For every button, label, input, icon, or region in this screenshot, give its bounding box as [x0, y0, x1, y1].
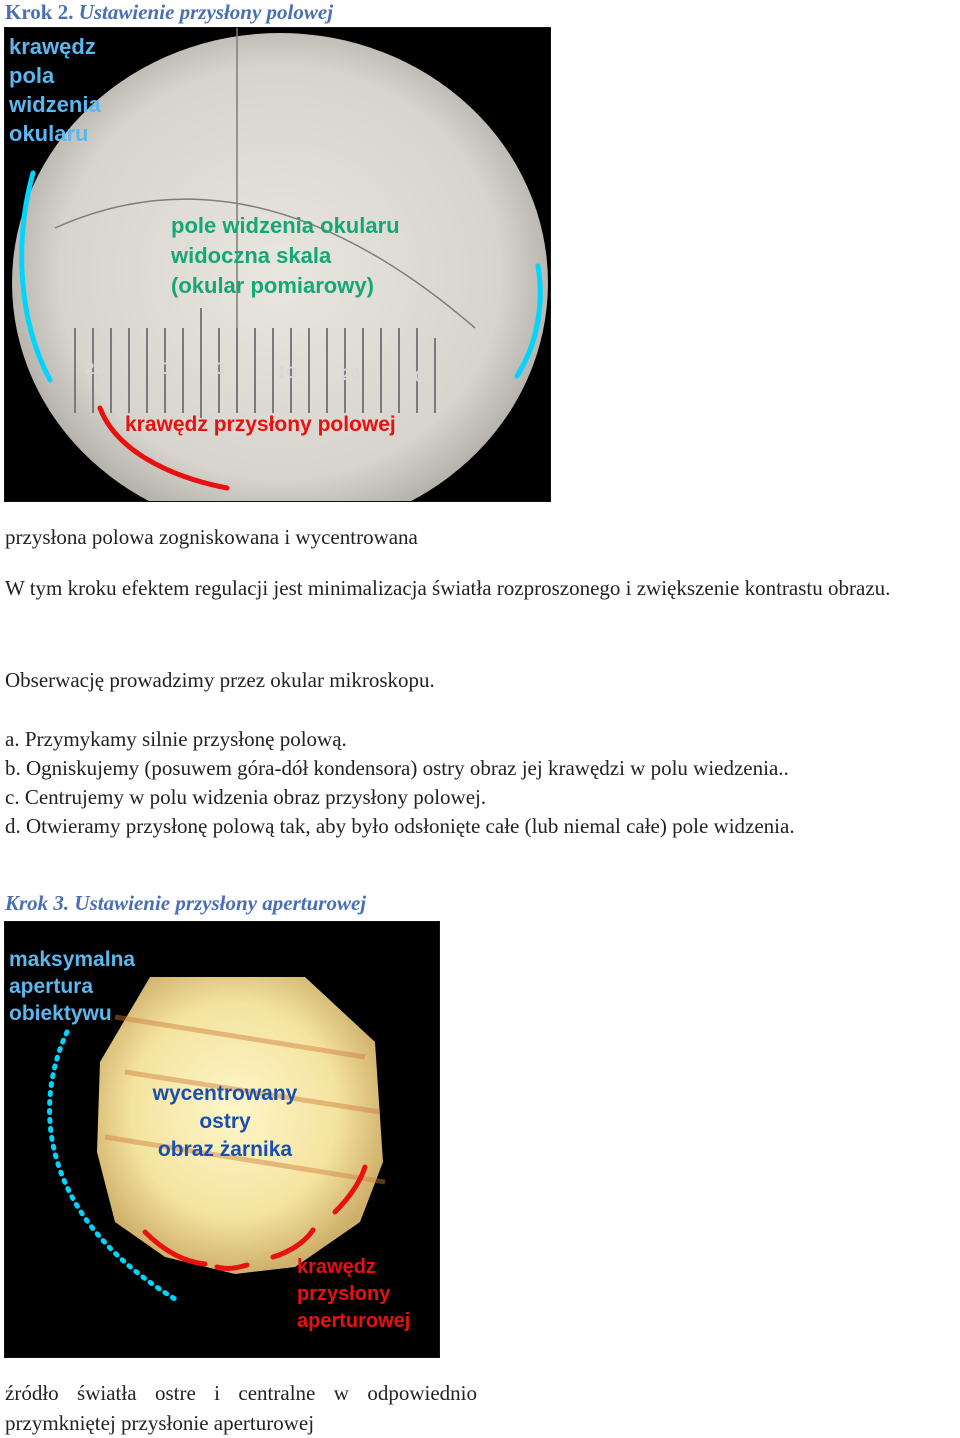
label-field-view: (okular pomiarowy) [171, 273, 374, 298]
label-field-view: widoczna skala [171, 243, 332, 268]
label-centered-filament: wycentrowany [152, 1082, 298, 1105]
label-field-view: pole widzenia okularu [171, 213, 400, 238]
label-max-aperture: apertura [9, 975, 94, 998]
label-eyepiece-edge: pola [9, 63, 55, 88]
label-eyepiece-edge: okularu [9, 121, 89, 146]
label-aperture-edge: krawędz [297, 1256, 376, 1278]
step2-caption: przysłona polowa zogniskowana i wycentrowana [5, 525, 418, 549]
step3-caption-line2: przymkniętej przysłonie aperturowej [5, 1411, 315, 1435]
step2-step-d: d. Otwieramy przysłonę polową tak, aby było odsłonięte całe (lub niemal całe) pole widzenia. [5, 814, 795, 838]
label-max-aperture: obiektywu [9, 1002, 112, 1025]
step2-step-b: b. Ogniskujemy (posuwem góra-dół kondensora) ostry obraz jej krawędzi w polu wiedzenia.. [5, 756, 789, 780]
scale-label: 10 [151, 359, 170, 378]
step3-heading: Krok 3. Ustawienie przysłony aperturowej [5, 891, 367, 915]
scale-label: 20 [341, 365, 360, 384]
step2-heading-title: Ustawienie przysłony polowej [78, 0, 334, 24]
step2-step-a: a. Przymykamy silnie przysłonę polową. [5, 727, 347, 751]
label-centered-filament: ostry [199, 1110, 251, 1133]
label-aperture-edge: aperturowej [297, 1310, 411, 1332]
step2-heading-prefix: Krok 2. [5, 0, 74, 24]
label-aperture-edge: przysłony [297, 1283, 391, 1305]
step2-observe: Obserwację prowadzimy przez okular mikroskopu. [5, 668, 435, 692]
scale-label: 20 [85, 359, 104, 378]
aperture-diaphragm-photo [4, 921, 440, 1358]
label-diaphragm-edge: krawędz przysłony polowej [125, 413, 396, 436]
step2-step-c: c. Centrujemy w polu widzenia obraz przysłony polowej. [5, 785, 487, 809]
label-centered-filament: obraz żarnika [157, 1138, 293, 1161]
label-max-aperture: maksymalna [9, 948, 136, 971]
scale-label: 30 [405, 367, 424, 386]
step3-caption-line1: źródło światła ostre i centralne w odpowiednio [5, 1381, 477, 1405]
field-diaphragm-photo [4, 27, 551, 502]
scale-label: 0 [215, 359, 225, 378]
label-eyepiece-edge: widzenia [9, 92, 101, 117]
step2-intro: W tym kroku efektem regulacji jest minimalizacja światła rozproszonego i zwiększenie kontrastu obrazu. [5, 576, 891, 600]
label-eyepiece-edge: krawędz [9, 34, 96, 59]
step2-heading [5, 0, 333, 25]
scale-label: 10 [277, 363, 296, 382]
